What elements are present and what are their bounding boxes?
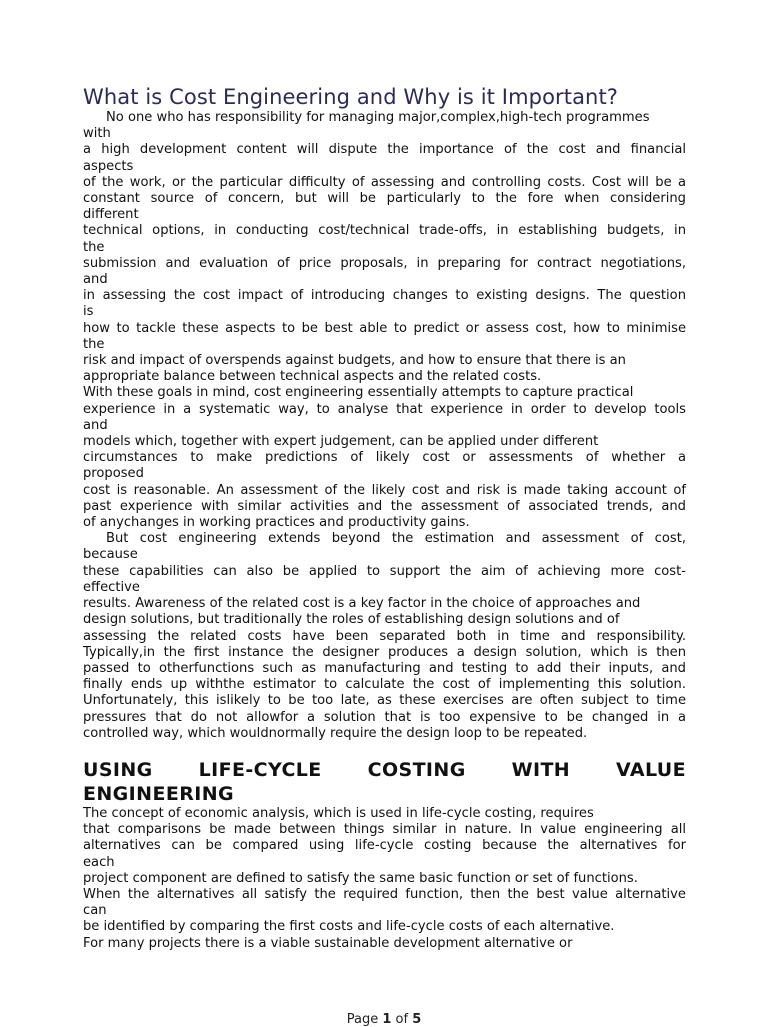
total-pages-number: 5 xyxy=(412,1012,422,1027)
text-line: different xyxy=(83,207,139,223)
intro-paragraphs xyxy=(83,110,686,742)
text-line: models which, together with expert judgement, can be applied under different xyxy=(83,434,599,450)
section-heading-line-2: ENGINEERING xyxy=(83,782,235,805)
text-line: passed to otherfunctions such as manufacturing and testing to add their inputs, and xyxy=(83,660,686,676)
text-line: because xyxy=(83,547,138,563)
current-page-number: 1 xyxy=(382,1012,392,1027)
document-title: What is Cost Engineering and Why is it Important? xyxy=(83,85,619,109)
text-line: technical options, in conducting cost/technical trade-offs, in establishing budgets, in xyxy=(83,223,686,239)
text-line: But cost engineering extends beyond the estimation and assessment of cost, xyxy=(106,531,686,547)
text-line: effective xyxy=(83,579,140,595)
text-line: of the work, or the particular difficulty of assessing and controlling costs. Cost will be a xyxy=(83,174,686,190)
text-line: with xyxy=(83,126,111,142)
text-line: is xyxy=(83,304,94,320)
text-line: The concept of economic analysis, which is used in life-cycle costing, requires xyxy=(83,805,594,821)
text-line: in assessing the cost impact of introducing changes to existing designs. The question xyxy=(83,288,686,304)
text-line: project component are defined to satisfy the same basic function or set of functions. xyxy=(83,870,638,886)
text-line: When the alternatives all satisfy the required function, then the best value alternative xyxy=(83,886,686,902)
document-page xyxy=(83,84,686,952)
text-line: Typically,in the first instance the designer produces a design solution, which is then xyxy=(83,644,686,660)
text-line: and xyxy=(83,417,108,433)
text-line: cost is reasonable. An assessment of the likely cost and risk is made taking account of xyxy=(83,482,686,498)
text-line: alternatives can be compared using life-cycle costing because the alternatives for xyxy=(83,838,686,854)
text-line: No one who has responsibility for managing major,complex,high-tech programmes xyxy=(106,110,650,125)
text-line: assessing the related costs have been separated both in time and responsibility. xyxy=(83,628,686,644)
text-line: past experience with similar activities and the assessment of associated trends, and xyxy=(83,498,686,514)
text-line: constant source of concern, but will be particularly to the fore when considering xyxy=(83,191,686,207)
text-line: circumstances to make predictions of likely cost or assessments of whether a xyxy=(83,450,686,466)
text-line: the xyxy=(83,239,105,255)
text-line: appropriate balance between technical aspects and the related costs. xyxy=(83,369,542,385)
text-line: With these goals in mind, cost engineering essentially attempts to capture practical xyxy=(83,385,634,401)
text-line: each xyxy=(83,854,115,870)
page-footer xyxy=(0,1012,768,1027)
section-heading xyxy=(83,758,686,806)
text-line: design solutions, but traditionally the roles of establishing design solutions and of xyxy=(83,612,620,628)
section-heading-line-1: USING LIFE-CYCLE COSTING WITH VALUE xyxy=(83,758,686,781)
text-line: these capabilities can also be applied to support the aim of achieving more cost- xyxy=(83,563,686,579)
text-line: experience in a systematic way, to analyse that experience in order to develop tools xyxy=(83,401,686,417)
text-line: the xyxy=(83,336,105,352)
text-line: risk and impact of overspends against budgets, and how to ensure that there is an xyxy=(83,353,626,369)
text-line: and xyxy=(83,272,108,288)
text-line: Unfortunately, this islikely to be too late, as these exercises are often subject to time xyxy=(83,693,686,709)
text-line: submission and evaluation of price proposals, in preparing for contract negotiations, xyxy=(83,255,686,271)
text-line: For many projects there is a viable sustainable development alternative or xyxy=(83,935,573,951)
text-line: results. Awareness of the related cost is a key factor in the choice of approaches and xyxy=(83,596,641,612)
text-line: aspects xyxy=(83,158,134,174)
of-label: of xyxy=(395,1012,409,1027)
text-line: finally ends up withthe estimator to calculate the cost of implementing this solution. xyxy=(83,677,686,693)
text-line: controlled way, which wouldnormally require the design loop to be repeated. xyxy=(83,725,588,741)
text-line: of anychanges in working practices and productivity gains. xyxy=(83,515,470,531)
text-line: be identified by comparing the first costs and life-cycle costs of each alternative. xyxy=(83,919,615,935)
text-line: can xyxy=(83,903,107,919)
text-line: how to tackle these aspects to be best able to predict or assess cost, how to minimise xyxy=(83,320,686,336)
text-line: proposed xyxy=(83,466,144,482)
page-label: Page xyxy=(346,1012,379,1027)
section-paragraphs xyxy=(83,806,686,952)
text-line: a high development content will dispute the importance of the cost and financial xyxy=(83,142,686,158)
text-line: pressures that do not allowfor a solution that is too expensive to be changed in a xyxy=(83,709,686,725)
text-line: that comparisons be made between things similar in nature. In value engineering all xyxy=(83,822,686,838)
